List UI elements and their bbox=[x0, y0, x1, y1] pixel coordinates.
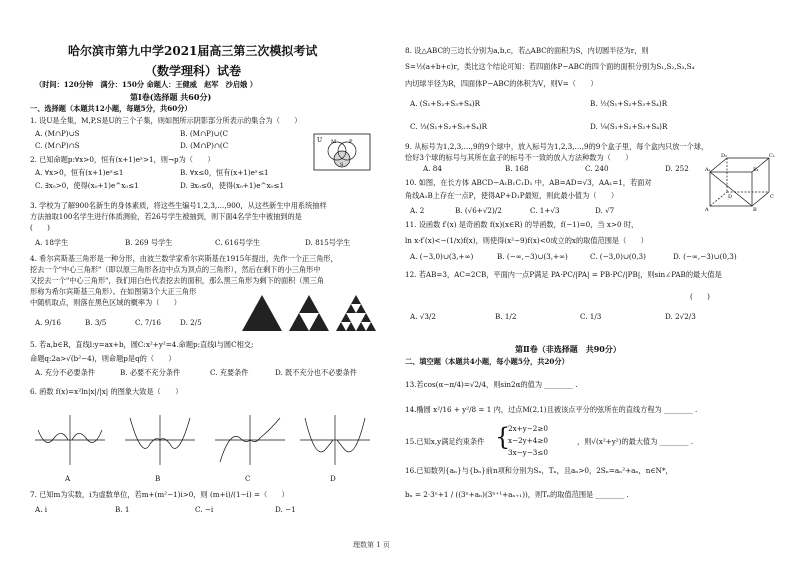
q10-option-d: D. √7 bbox=[595, 206, 615, 215]
q1-option-c: C. (M∩P)∩S bbox=[35, 141, 80, 150]
q15-constraint-3: 3x−y−3≤0 bbox=[508, 448, 548, 457]
part-two-title: 第Ⅱ卷（非选择题 共90分） bbox=[515, 344, 621, 354]
question-4-line4: 形称为希尔宾斯基三角形）。在如图第3个大正三角形 bbox=[30, 287, 197, 296]
section-two-title: 二、填空题（本题共4小题，每小题5分，共20分） bbox=[405, 357, 569, 366]
q1-option-d: D. (M∩P)∩(C bbox=[180, 141, 229, 150]
part-one-title: 第Ⅰ卷(选择题 共60分) bbox=[130, 92, 212, 102]
cube-label-a: A bbox=[705, 207, 709, 212]
q6-label-a: A bbox=[65, 474, 71, 483]
q10-option-b: B. (√6+√2)/2 bbox=[455, 206, 502, 215]
q9-option-a: A. 84 bbox=[423, 164, 442, 173]
question-5-line1: 5. 若a,b∈R，直线l:y=ax+b，圆C:x²+y²=4.命题p:直线l与圆C相交; bbox=[30, 340, 254, 349]
cuboid-figure bbox=[705, 150, 775, 212]
q11-option-c: C. (−3,0)∪(0,3) bbox=[590, 252, 646, 261]
cube-label-b: B bbox=[753, 207, 757, 212]
q4-option-b: B. 3/5 bbox=[85, 318, 107, 327]
q5-option-d: D. 既不充分也不必要条件 bbox=[275, 368, 357, 377]
section-one-title: 一、选择题（本题共12小题，每题5分，共60分） bbox=[30, 104, 192, 113]
q12-option-a: A. √3/2 bbox=[410, 312, 436, 321]
exam-subtitle: （数学理科）试卷 bbox=[145, 64, 242, 78]
question-16-line2: bₙ = 2·3ⁿ+1 / ((3ⁿ+aₙ)(3ⁿ⁺¹+aₙ₊₁))，则Tₙ的取值范围是 ________ . bbox=[405, 490, 629, 499]
question-10-line2: 角线A₁B上存在一点P，使得AP+D₁P最短，则此最小值为（ ） bbox=[405, 191, 619, 200]
question-16-line1: 16.已知数列{aₙ}与{bₙ}前n项和分别为Sₙ，Tₙ，且aₙ>0，2Sₙ=aₙ²+aₙ，n∈N*， bbox=[405, 466, 673, 475]
question-10-line1: 10. 如图，在长方体 ABCD−A₁B₁C₁D₁ 中，AB=AD=√3，AA₁=1，若面对 bbox=[405, 178, 652, 187]
q1-option-a: A. (M∩P)∪S bbox=[35, 129, 80, 138]
question-9-line2: 恰好3个球的标号与其所在盒子的标号不一致的放入方法种数为（ ） bbox=[405, 153, 633, 162]
q6-label-c: C bbox=[245, 474, 251, 483]
q11-option-b: B. (−∞,−3)∪(3,+∞) bbox=[497, 252, 568, 261]
q12-option-c: C. 1/3 bbox=[580, 312, 602, 321]
q3-option-a: A. 18学生 bbox=[35, 238, 69, 247]
q5-option-c: C. 充要条件 bbox=[210, 368, 249, 377]
question-4-line1: 4. 希尔宾斯基三角形是一种分形，由波兰数学家希尔宾斯基在1915年提出，先作一个正三角形， bbox=[30, 254, 338, 263]
question-15-line1: 15.已知x,y满足约束条件 bbox=[405, 437, 485, 446]
q6-graph-options bbox=[30, 410, 390, 472]
q15-brace: { bbox=[495, 423, 511, 451]
question-8-line1: 8. 设△ABC的三边长分别为a,b,c，若△ABC的面积为S，内切圆半径为r，则 bbox=[405, 46, 649, 55]
question-1: 1. 设U是全集，M,P,S是U的三个子集，则如图所示阴影部分所表示的集合为（ ） bbox=[30, 116, 302, 125]
q3-option-d: D. 815号学生 bbox=[305, 238, 351, 247]
cube-label-c: C bbox=[770, 194, 774, 200]
q4-option-c: C. 7/16 bbox=[135, 318, 161, 327]
venn-label-s: S bbox=[340, 162, 344, 168]
page-footer: 理数第 1 页 bbox=[353, 541, 390, 549]
question-12-line1: 12. 若AB=3，AC=2CB，平面内一点P满足 PA·PC/|PA| = PB·PC/|PB|，则sin∠PAB的最大值是 bbox=[405, 270, 722, 279]
q9-option-c: C. 240 bbox=[585, 164, 609, 173]
question-8-line3: 内切球半径为R，四面体P−ABC的体积为V，则V=（ ） bbox=[405, 79, 598, 88]
q3-option-c: C. 616号学生 bbox=[215, 238, 261, 247]
q9-option-b: B. 168 bbox=[505, 164, 529, 173]
right-column bbox=[405, 0, 775, 561]
q2-option-b: B. ∀x≤0，恒有(x+1)eˣ≤1 bbox=[180, 168, 269, 177]
question-7: 7. 已知m为实数，i为虚数单位，若m+(m²−1)i>0，则 (m+i)/(1−i) =（ ） bbox=[30, 490, 289, 499]
q2-option-a: A. ∀x>0，恒有(x+1)eˣ≤1 bbox=[35, 168, 124, 177]
q12-option-d: D. 2√2/3 bbox=[665, 312, 696, 321]
q5-option-a: A. 充分不必要条件 bbox=[35, 368, 96, 377]
q4-option-a: A. 9/16 bbox=[35, 318, 61, 327]
q3-option-b: B. 269 号学生 bbox=[125, 238, 173, 247]
q8-option-a: A. (S₁+S₂+S₃+S₄)R bbox=[410, 99, 481, 108]
question-4-line3: 又挖去一个"中心三角形"，我们用白色代表挖去的面积，那么黑三角形为剩下的面积（黑三角 bbox=[30, 276, 325, 285]
venn-label-p: P bbox=[349, 139, 353, 145]
venn-diagram bbox=[313, 133, 371, 171]
exam-title: 哈尔滨市第九中学2021届高三第三次模拟考试 bbox=[68, 44, 318, 58]
question-4-line2: 挖去一个"中心三角形"（即以原三角形各边中点为顶点的三角形），然后在剩下的小三角形中 bbox=[30, 265, 321, 274]
q8-option-b: B. ½(S₁+S₂+S₃+S₄)R bbox=[590, 99, 668, 108]
exam-meta: （时间：120分钟 满分：150分 命题人：王健威 赵军 沙启娥 ） bbox=[35, 80, 257, 89]
q7-option-b: B. 1 bbox=[115, 505, 130, 514]
q8-option-c: C. ⅓(S₁+S₂+S₃+S₄)R bbox=[410, 122, 488, 131]
cube-label-d: D bbox=[728, 194, 733, 200]
question-12-line2: ( ) bbox=[690, 292, 710, 301]
q7-option-c: C. −i bbox=[195, 505, 214, 514]
q9-option-d: D. 252 bbox=[665, 164, 689, 173]
q7-option-a: A. i bbox=[35, 505, 48, 514]
question-8-line2: S=½(a+b+c)r，类比这个结论可知：若四面体P−ABC的四个面的面积分别为S₁,S₂,S₃,S₄ bbox=[405, 62, 695, 71]
question-11-line2: ln x·f′(x)<−(1/x)f(x)，则使得(x²−9)f(x)<0成立的x的取值范围是（ ） bbox=[405, 236, 648, 245]
venn-label-u: U bbox=[317, 137, 323, 144]
question-3-line2: 方法抽取100名学生进行体质测验，若26号学生被抽到，则下面4名学生中被抽到的是 bbox=[30, 212, 302, 221]
question-13: 13.若cos(α−π/4)=√2/4，则sin2α的值为 ________ . bbox=[405, 380, 578, 389]
q8-option-d: D. ¼(S₁+S₂+S₃+S₄)R bbox=[590, 122, 668, 131]
question-11-line1: 11. 设函数 f′(x) 是奇函数 f(x)(x∈R) 的导函数，f(−1)=0，当 x>0 时， bbox=[405, 220, 639, 229]
question-6: 6. 函数 f(x)=x²ln|x|/|x| 的图象大致是（ ） bbox=[30, 387, 183, 396]
question-5-line2: 命题q:2a>√(b²−4)，则命题p是q的（ ） bbox=[30, 354, 176, 363]
question-2: 2. 已知命题p:∀x>0，恒有(x+1)eˣ>1，则¬p为（ ） bbox=[30, 155, 215, 164]
q11-option-a: A. (−3,0)∪(3,+∞) bbox=[410, 252, 474, 261]
q5-option-b: B. 必要不充分条件 bbox=[120, 368, 181, 377]
q12-option-b: B. 1/2 bbox=[495, 312, 517, 321]
q15-constraint-2: x−2y+4≥0 bbox=[508, 436, 548, 445]
q7-option-d: D. −1 bbox=[275, 505, 296, 514]
q10-option-c: C. 1+√3 bbox=[530, 206, 560, 215]
q1-option-b: B. (M∩P)∪(C bbox=[180, 129, 229, 138]
question-15-line2: ，则√(x²+y²)的最大值为 ________ . bbox=[577, 437, 694, 446]
cube-label-a1: A₁ bbox=[705, 167, 711, 173]
cube-label-c1: C₁ bbox=[769, 153, 775, 159]
q2-option-c: C. ∃x₀>0，使得(x₀+1)e^x₀≤1 bbox=[35, 181, 139, 190]
q6-label-d: D bbox=[330, 474, 336, 483]
question-14: 14.椭圆 x²/16 + y²/8 = 1 内，过点M(2,1)且被该点平分的弦所在的直线方程为 ________ . bbox=[405, 405, 698, 414]
cube-label-b1: B₁ bbox=[753, 167, 759, 173]
q15-constraint-1: 2x+y−2≥0 bbox=[508, 424, 548, 433]
question-4-line5: 中随机取点，则落在黑色区域的概率为（ ） bbox=[30, 298, 181, 307]
sierpinski-figures bbox=[240, 293, 380, 333]
q2-option-d: D. ∃x₀≤0，使得(x₀+1)e^x₀≤1 bbox=[180, 181, 285, 190]
question-3-line3: ( ) bbox=[30, 223, 50, 232]
q10-option-a: A. 2 bbox=[410, 206, 425, 215]
q11-option-d: D. (−∞,−3)∪(0,3) bbox=[673, 252, 737, 261]
question-9-line1: 9. 从标号为1,2,3,…,9的9个球中，放入标号为1,2,3,…,9的9个盒子里，每个盒内只放一个球， bbox=[405, 142, 709, 151]
venn-label-m: M bbox=[331, 139, 337, 145]
q6-label-b: B bbox=[155, 474, 161, 483]
q4-option-d: D. 2/5 bbox=[180, 318, 202, 327]
question-3-line1: 3. 学校为了解900名新生的身体素质，将这些生编号1,2,3,…,900，从这些新生中用系统抽样 bbox=[30, 201, 327, 210]
left-column bbox=[30, 0, 390, 561]
cube-label-d1: D₁ bbox=[721, 153, 728, 159]
